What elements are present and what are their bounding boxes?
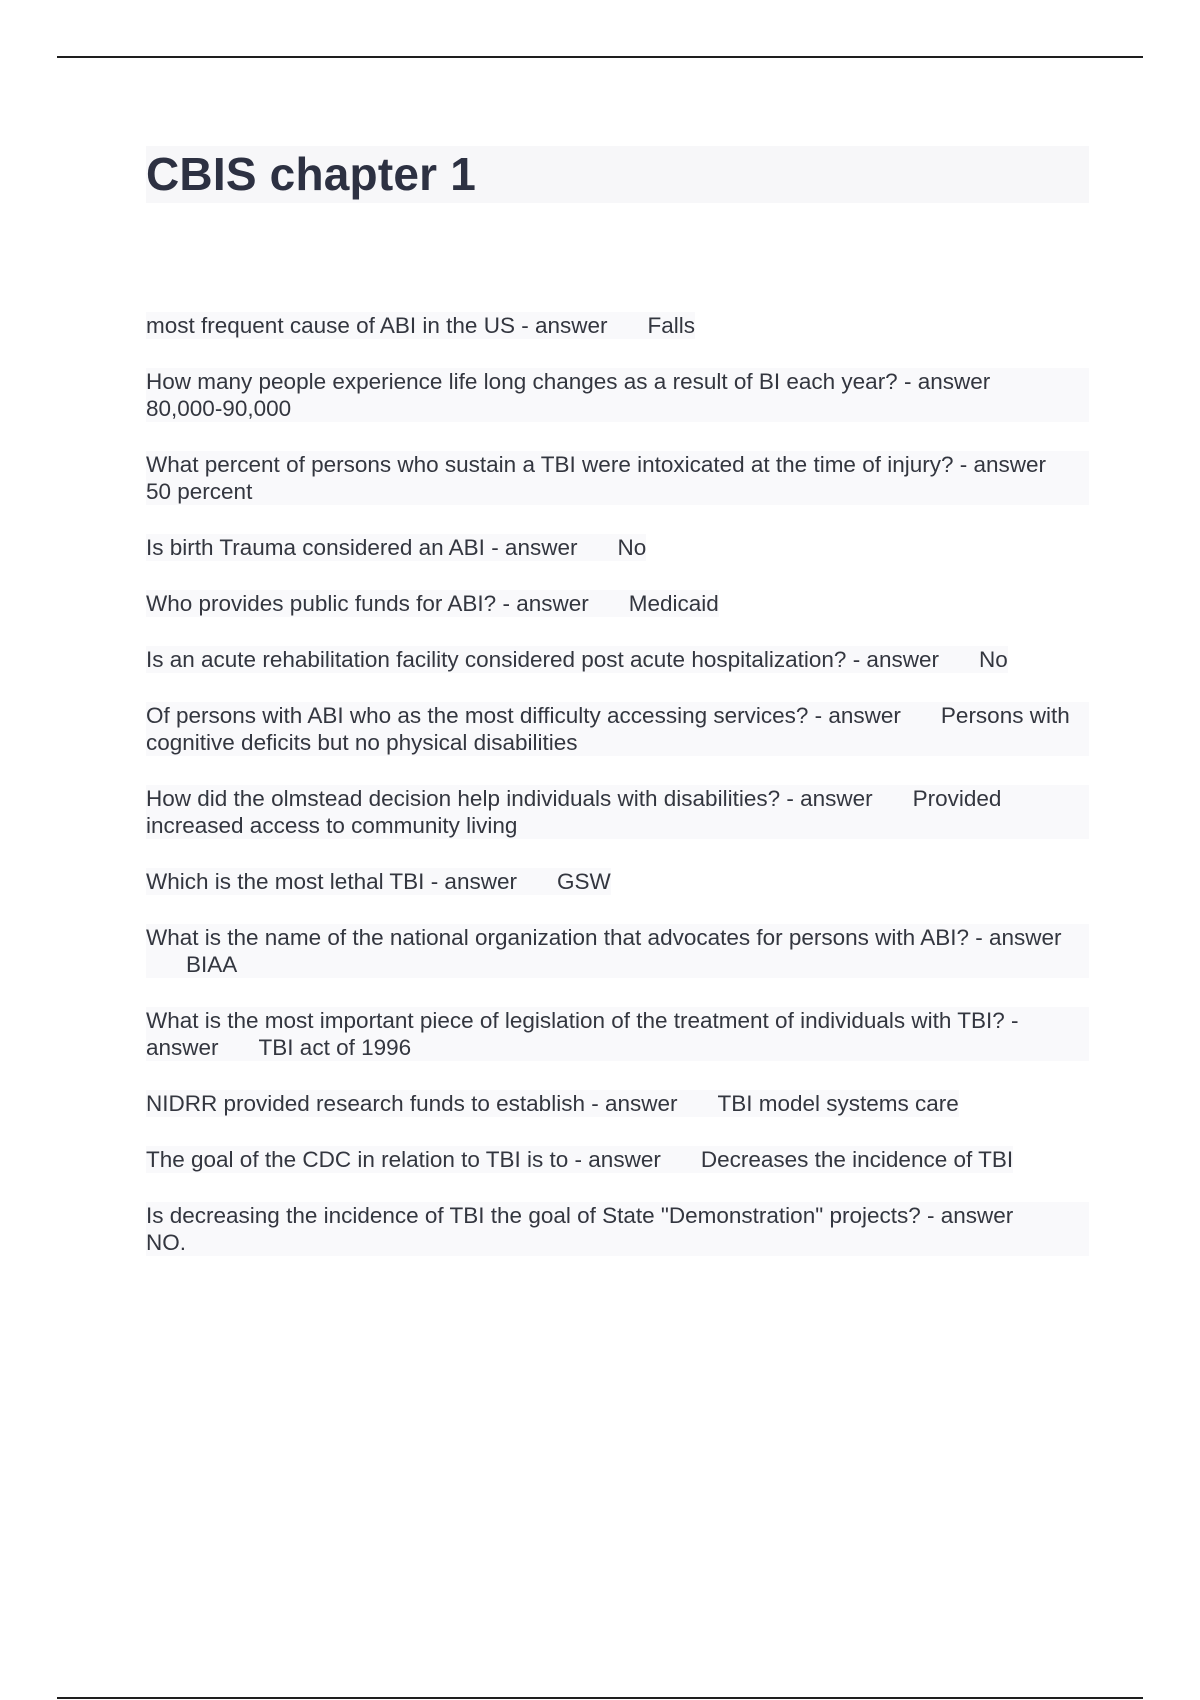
question-text: What is the name of the national organization that advocates for persons with ABI?: [146, 925, 969, 950]
answer-text: NO.: [146, 1230, 187, 1255]
answer-gap: [939, 647, 979, 672]
answer-marker: - answer: [484, 535, 578, 560]
answer-gap: [990, 369, 1030, 394]
question-text: Of persons with ABI who as the most difficulty accessing services?: [146, 703, 809, 728]
answer-marker: - answer: [496, 591, 589, 616]
qa-item: [146, 1146, 1013, 1173]
qa-item: [146, 702, 1089, 756]
answer-text: Provided increased access to community living: [146, 786, 1002, 838]
bottom-rule: [57, 1697, 1143, 1699]
answer-gap: [589, 591, 629, 616]
answer-marker: - answer: [846, 647, 939, 672]
answer-marker: - answer: [808, 703, 901, 728]
answer-gap: [608, 313, 648, 338]
answer-gap: [873, 786, 913, 811]
answer-marker: - answer: [897, 369, 991, 394]
answer-text: BIAA: [186, 952, 238, 977]
qa-item: [146, 368, 1089, 422]
question-text: Is birth Trauma considered an ABI: [146, 535, 485, 560]
qa-item: [146, 924, 1089, 978]
question-text: Is decreasing the incidence of TBI the goal of State "Demonstration" projects?: [146, 1203, 921, 1228]
answer-text: Falls: [647, 313, 696, 338]
top-rule: [57, 56, 1143, 58]
answer-text: No: [978, 647, 1008, 672]
question-text: What is the most important piece of legislation of the treatment of individuals with TBI?: [146, 1008, 1005, 1033]
answer-gap: [1013, 1203, 1053, 1228]
answer-text: GSW: [556, 869, 611, 894]
qa-item: [146, 1202, 1089, 1256]
qa-item: [146, 785, 1089, 839]
qa-item: [146, 646, 1008, 673]
answer-text: TBI act of 1996: [258, 1035, 412, 1060]
answer-text: 80,000-90,000: [146, 396, 292, 421]
question-text: most frequent cause of ABI in the US: [146, 313, 515, 338]
answer-marker: - answer: [780, 786, 873, 811]
answer-text: 50 percent: [146, 479, 253, 504]
answer-marker: - answer: [953, 452, 1047, 477]
answer-gap: [661, 1147, 701, 1172]
answer-gap: [577, 535, 617, 560]
question-text: Who provides public funds for ABI?: [146, 591, 497, 616]
answer-marker: - answer: [146, 1008, 1019, 1060]
question-text: Is an acute rehabilitation facility considered post acute hospitalization?: [146, 647, 847, 672]
answer-text: No: [617, 535, 647, 560]
qa-list: [146, 312, 1089, 1285]
answer-marker: - answer: [424, 869, 517, 894]
qa-item: [146, 1007, 1089, 1061]
qa-item: [146, 534, 646, 561]
answer-text: Medicaid: [628, 591, 719, 616]
question-text: The goal of the CDC in relation to TBI is to: [146, 1147, 569, 1172]
answer-gap: [678, 1091, 718, 1116]
qa-item: [146, 451, 1089, 505]
question-text: What percent of persons who sustain a TBI were intoxicated at the time of injury?: [146, 452, 954, 477]
page-title: CBIS chapter 1: [146, 148, 477, 200]
answer-text: Decreases the incidence of TBI: [700, 1147, 1014, 1172]
question-text: How did the olmstead decision help individuals with disabilities?: [146, 786, 781, 811]
answer-text: Persons with cognitive deficits but no physical disabilities: [146, 703, 1070, 755]
answer-gap: [1046, 452, 1086, 477]
question-text: How many people experience life long changes as a result of BI each year?: [146, 369, 898, 394]
answer-marker: - answer: [920, 1203, 1014, 1228]
answer-marker: - answer: [568, 1147, 661, 1172]
qa-item: [146, 1090, 959, 1117]
answer-gap: [146, 952, 186, 977]
question-text: Which is the most lethal TBI: [146, 869, 425, 894]
qa-item: [146, 312, 695, 339]
answer-marker: - answer: [584, 1091, 678, 1116]
answer-text: TBI model systems care: [717, 1091, 959, 1116]
answer-marker: - answer: [969, 925, 1062, 950]
answer-gap: [517, 869, 557, 894]
question-text: NIDRR provided research funds to establish: [146, 1091, 585, 1116]
answer-gap: [219, 1035, 259, 1060]
qa-item: [146, 868, 611, 895]
qa-item: [146, 590, 719, 617]
answer-gap: [901, 703, 941, 728]
answer-marker: - answer: [514, 313, 608, 338]
